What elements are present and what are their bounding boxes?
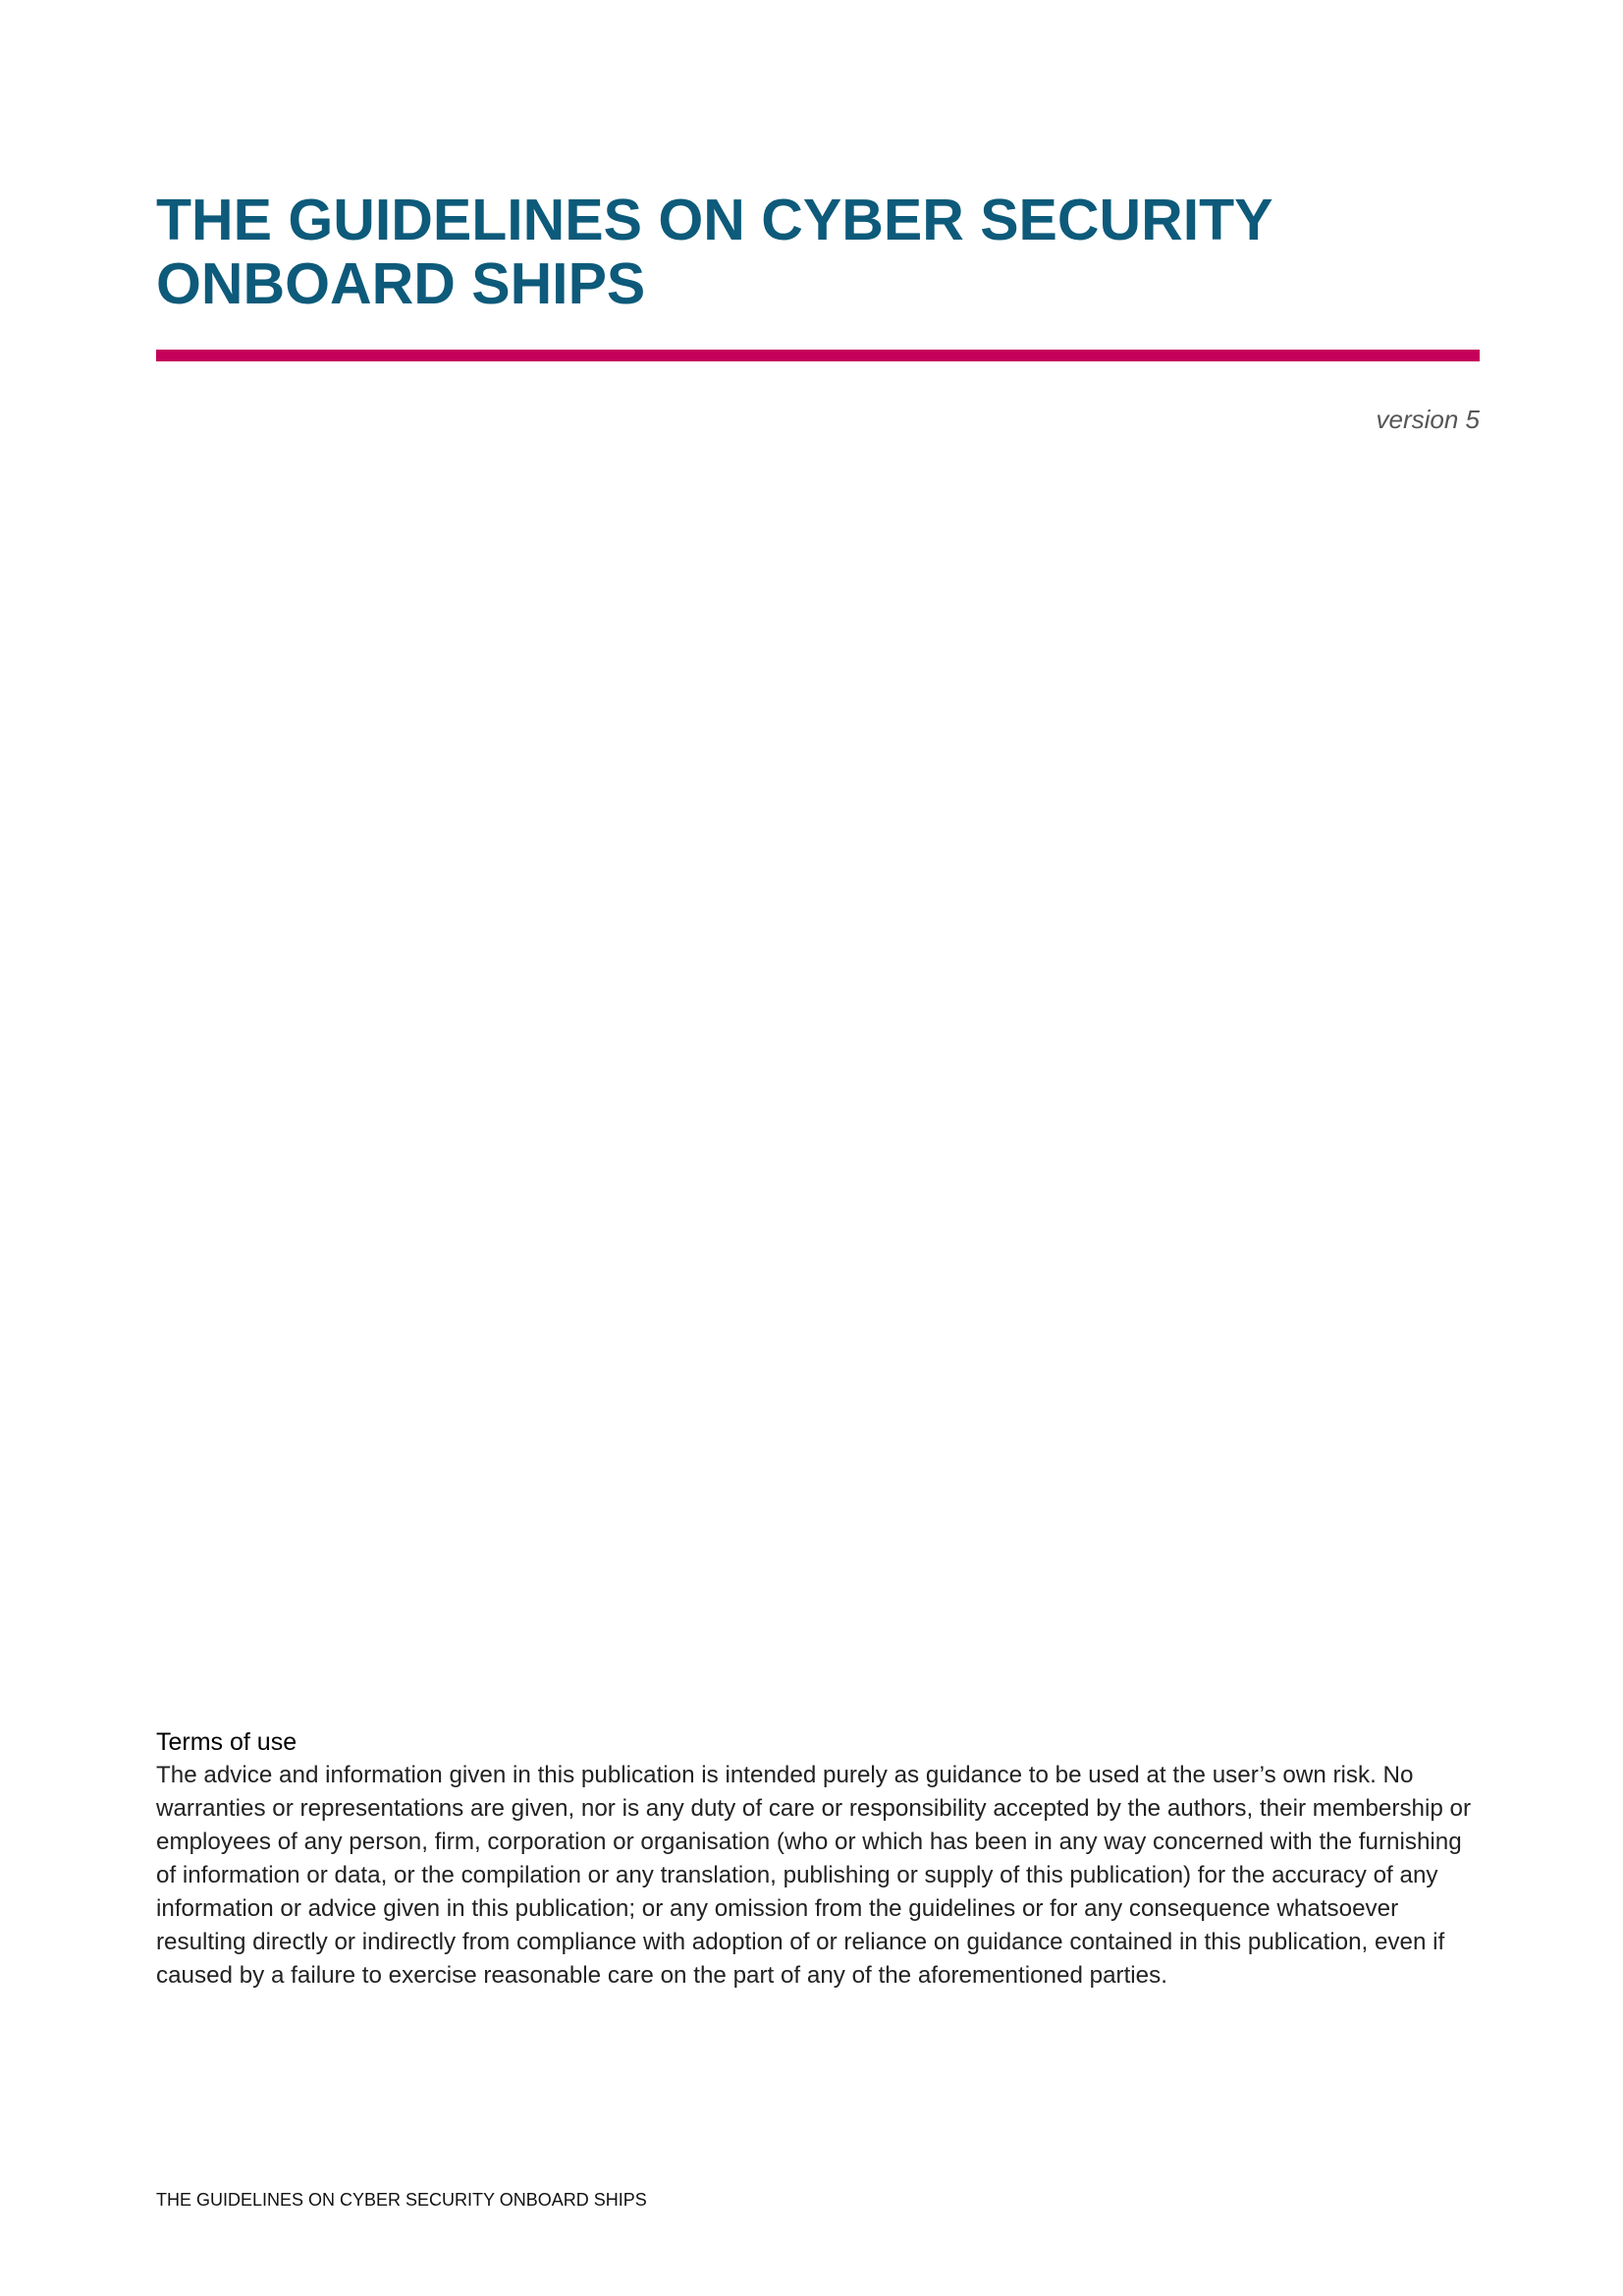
terms-body: The advice and information given in this publication is intended purely as guidance to be used at the user’s own risk. No warranties or representations are given, nor is any duty of care or responsibility accepted by the authors, their membership or employees of any person, firm, corporation or organisation (who or which has been in any way concerned with the furnishing of information or data, or the compilation or any translation, publishing or supply of this publication) for the accuracy of any information or advice given in this publication; or any omission from the guidelines or for any consequence whatsoever resulting directly or indirectly from compliance with adoption of or reliance on guidance contained in this publication, even if caused by a failure to exercise reasonable care on the part of any of the aforementioned parties. [156, 1762, 1472, 1989]
version-label: version 5 [1376, 405, 1480, 434]
title-line-2: ONBOARD SHIPS [156, 251, 646, 316]
page-footer: THE GUIDELINES ON CYBER SECURITY ONBOARD SHIPS [156, 2190, 647, 2210]
document-title [156, 189, 1334, 316]
title-divider [156, 350, 1480, 361]
title-line-1: THE GUIDELINES ON CYBER SECURITY [156, 188, 1273, 252]
terms-heading: Terms of use [156, 1728, 298, 1756]
terms-of-use-section [156, 1725, 1480, 1993]
